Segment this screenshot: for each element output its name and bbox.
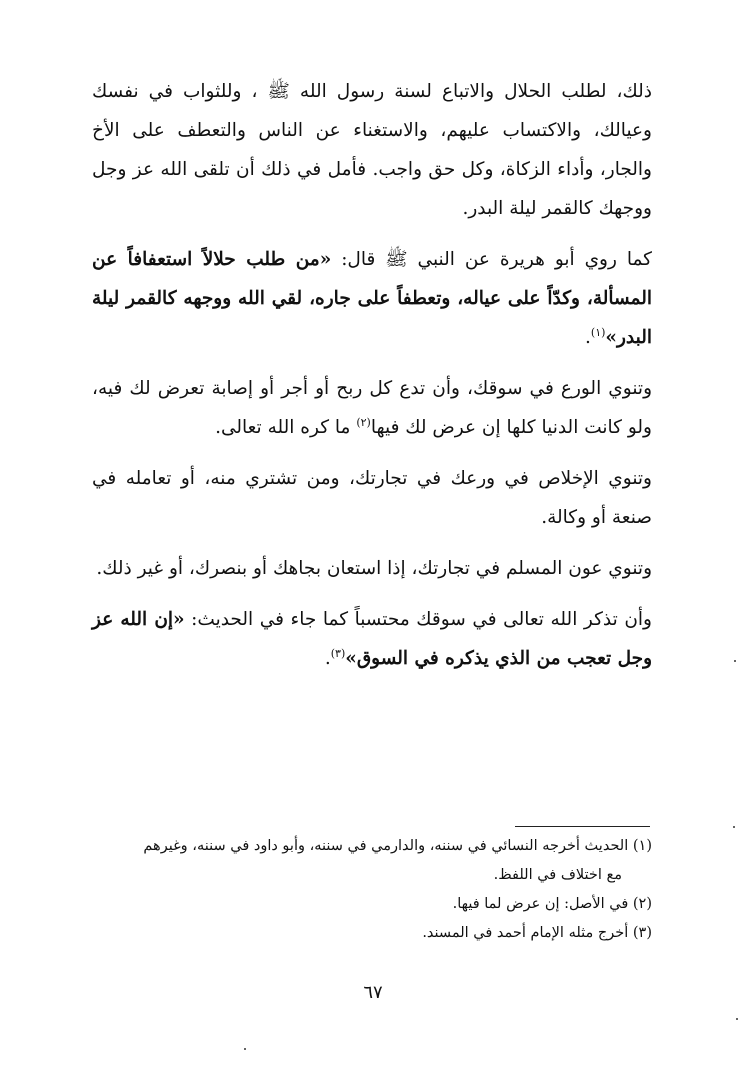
paragraph-6 <box>92 600 652 678</box>
scan-speck <box>244 1048 246 1050</box>
paragraph-3-text: وتنوي الورع في سوقك، وأن تدع كل ربح أو أجر أو إصابة تعرض لك فيه، ولو كانت الدنيا كلها إن عرض لك فيها <box>92 378 652 438</box>
paragraph-2-intro: كما روي أبو هريرة عن النبي ﷺ قال: <box>331 249 652 270</box>
footnote-1 <box>110 832 652 890</box>
paragraph-1 <box>92 72 652 228</box>
paragraph-6-intro: وأن تذكر الله تعالى في سوقك محتسباً كما جاء في الحديث: <box>184 609 652 630</box>
paragraph-4 <box>92 459 652 537</box>
footnote-ref-3: (٣) <box>330 646 346 660</box>
paragraph-2-end: . <box>585 327 591 348</box>
hadith-quote: «من طلب حلالاً استعفافاً عن المسألة، وكدّاً على عياله، وتعطفاً على جاره، لقي الله ووجهه كالقمر ليلة البدر» <box>92 249 652 348</box>
paragraph-3 <box>92 369 652 447</box>
paragraph-2 <box>92 240 652 357</box>
footnote-ref-1: (١) <box>590 325 606 339</box>
paragraph-5-text: وتنوي عون المسلم في تجارتك، إذا استعان بجاهك أو بنصرك، أو غير ذلك. <box>96 558 652 579</box>
paragraph-1-text: ذلك، لطلب الحلال والاتباع لسنة رسول الله ﷺ ، وللثواب في نفسك وعيالك، والاكتساب عليهم، والاستغناء عن الناس والتعطف على الأخ والجار، وأداء الزكاة، وكل حق واجب. فأمل في ذلك أن تلقى الله عز وجل ووجهك كالقمر ليلة البدر. <box>92 81 652 219</box>
paragraph-3-end: ما كره الله تعالى. <box>215 417 357 438</box>
paragraph-4-text: وتنوي الإخلاص في ورعك في تجارتك، ومن تشتري منه، أو تعامله في صنعة أو وكالة. <box>92 468 652 528</box>
scan-speck <box>736 1018 738 1020</box>
scan-speck <box>733 826 735 828</box>
scan-speck <box>734 660 736 662</box>
footnote-1-text: (١) الحديث أخرجه النسائي في سننه، والدارمي في سننه، وأبو داود في سننه، وغيرهم <box>143 838 652 854</box>
footnote-3 <box>110 919 652 948</box>
footnote-1-continuation: مع اختلاف في اللفظ. <box>493 867 622 883</box>
footnotes <box>110 832 652 948</box>
footnote-divider <box>515 826 650 827</box>
footnote-ref-2: (٢) <box>356 415 371 429</box>
footnote-2-text: (٢) في الأصل: إن عرض لما فيها. <box>452 896 652 912</box>
page-number: ٦٧ <box>363 982 383 1003</box>
footnote-3-text: (٣) أخرج مثله الإمام أحمد في المسند. <box>422 925 652 941</box>
paragraph-5 <box>92 549 652 588</box>
main-text <box>92 72 652 690</box>
footnote-2 <box>110 890 652 919</box>
hadith-quote-2: «إن الله عز وجل تعجب من الذي يذكره في السوق» <box>92 609 652 669</box>
paragraph-6-end: . <box>324 648 331 669</box>
